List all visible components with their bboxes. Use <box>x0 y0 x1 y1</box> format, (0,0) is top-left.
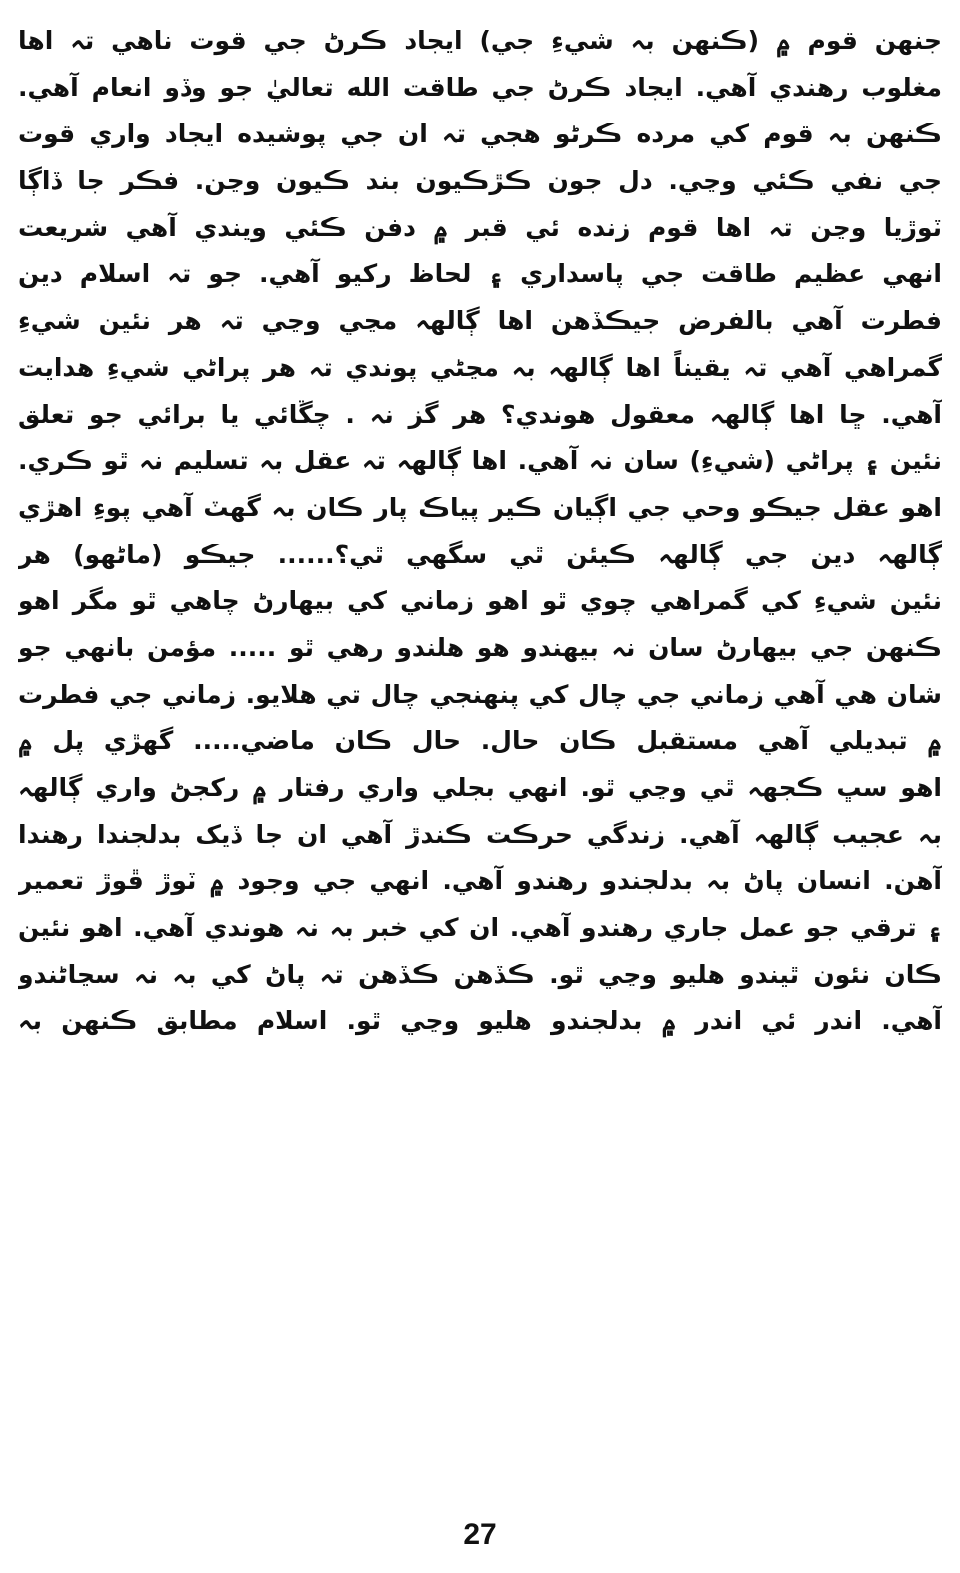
text-line: فطرت آهي بالفرض جيڪڏهن اها ڳالهہ مڃي وڃي تہ هر نئين شيءِ <box>18 306 942 336</box>
text-line: گمراهي آهي تہ يقيناً اها ڳالهہ بہ مڃڻي پوندي تہ هر پراڻي شيءِ هدايت <box>18 352 942 382</box>
text-line: ڪنهن جي بيهارڻ سان نہ بيهندو هو هلندو رهي ٿو ..... مؤمن بانهي جو <box>18 632 942 662</box>
page-number: 27 <box>463 1518 497 1551</box>
text-line: ۽ ترقي جو عمل جاري رهندو آهي. ان کي خبر بہ نہ هوندي آهي. اهو نئين <box>18 913 942 943</box>
text-line: نئين ۽ پراڻي (شيءِ) سان نہ آهي. اها ڳالهہ تہ عقل بہ تسليم نہ ٿو ڪري. <box>18 446 942 476</box>
text-line: ڪان نئون ٿيندو هليو وڃي ٿو. ڪڏهن ڪڏهن تہ پاڻ کي بہ نہ سڃاڻندو <box>18 959 942 989</box>
text-line: ڪنهن بہ قوم کي مرده ڪرڻو هجي تہ ان جي پوشيده ايجاد واري قوت <box>18 119 942 149</box>
text-line: ٽوڙيا وڃن تہ اها قوم زنده ئي قبر ۾ دفن ڪئي ويندي آهي شريعت <box>18 212 942 242</box>
text-line: شان هي آهي زماني جي چال کي پنهنجي چال تي هلايو. زماني جي فطرت <box>18 679 942 709</box>
text-line: ڳالهہ دين جي ڳالهہ ڪيئن ٿي سگهي ٿي؟...... جيڪو (ماڻهو) هر <box>18 539 942 569</box>
text-line: جنهن قوم ۾ (ڪنهن بہ شيءِ جي) ايجاد ڪرڻ جي قوت ناهي تہ اها <box>18 26 942 55</box>
text-line: انهي عظيم طاقت جي پاسداري ۽ لحاظ رکيو آهي. جو تہ اسلام دين <box>18 259 942 289</box>
text-line: اهو سڀ ڪجهہ ٿي وڃي ٿو. انهي بجلي واري رفتار ۾ رکجڻ واري ڳالهہ <box>18 773 942 802</box>
text-line: آهن. انسان پاڻ بہ بدلجندو رهندو آهي. انهي جي وجود ۾ ٽوڙ ڦوڙ تعمير <box>18 866 942 896</box>
text-line: نئين شيءِ کي گمراهي چوي ٿو اهو زماني کي بيهارڻ چاهي ٿو مگر اهو <box>18 586 942 616</box>
text-line: آهي. اندر ئي اندر ۾ بدلجندو هليو وڃي ٿو. اسلام مطابق ڪنهن بہ <box>18 1006 942 1036</box>
text-line: آهي. ڇا اها ڳالهہ معقول هوندي؟ هر گز نہ . چڱائي يا برائي جو تعلق <box>18 399 942 429</box>
text-line: ۾ تبديلي آهي مستقبل ڪان حال. حال ڪان ماضي..... گهڙي پل ۾ <box>18 726 942 756</box>
body-text <box>18 18 942 1045</box>
text-line: مغلوب رهندي آهي. ايجاد ڪرڻ جي طاقت الله تعاليٰ جو وڏو انعام آهي. <box>18 72 942 102</box>
text-line: بہ عجيب ڳالهہ آهي. زندگي حرڪت ڪندڙ آهي ان جا ڏيک بدلجندا رهندا <box>18 819 942 849</box>
text-line: اهو عقل جيڪو وحي جي اڳيان ڪير پياڪ پار ڪان بہ گهٽ آهي پوءِ اهڙي <box>18 492 942 522</box>
text-line: جي نفي ڪئي وڃي. دل جون ڪڙڪيون بند ڪيون وڃن. فڪر جا ڏاڳا <box>18 166 942 196</box>
